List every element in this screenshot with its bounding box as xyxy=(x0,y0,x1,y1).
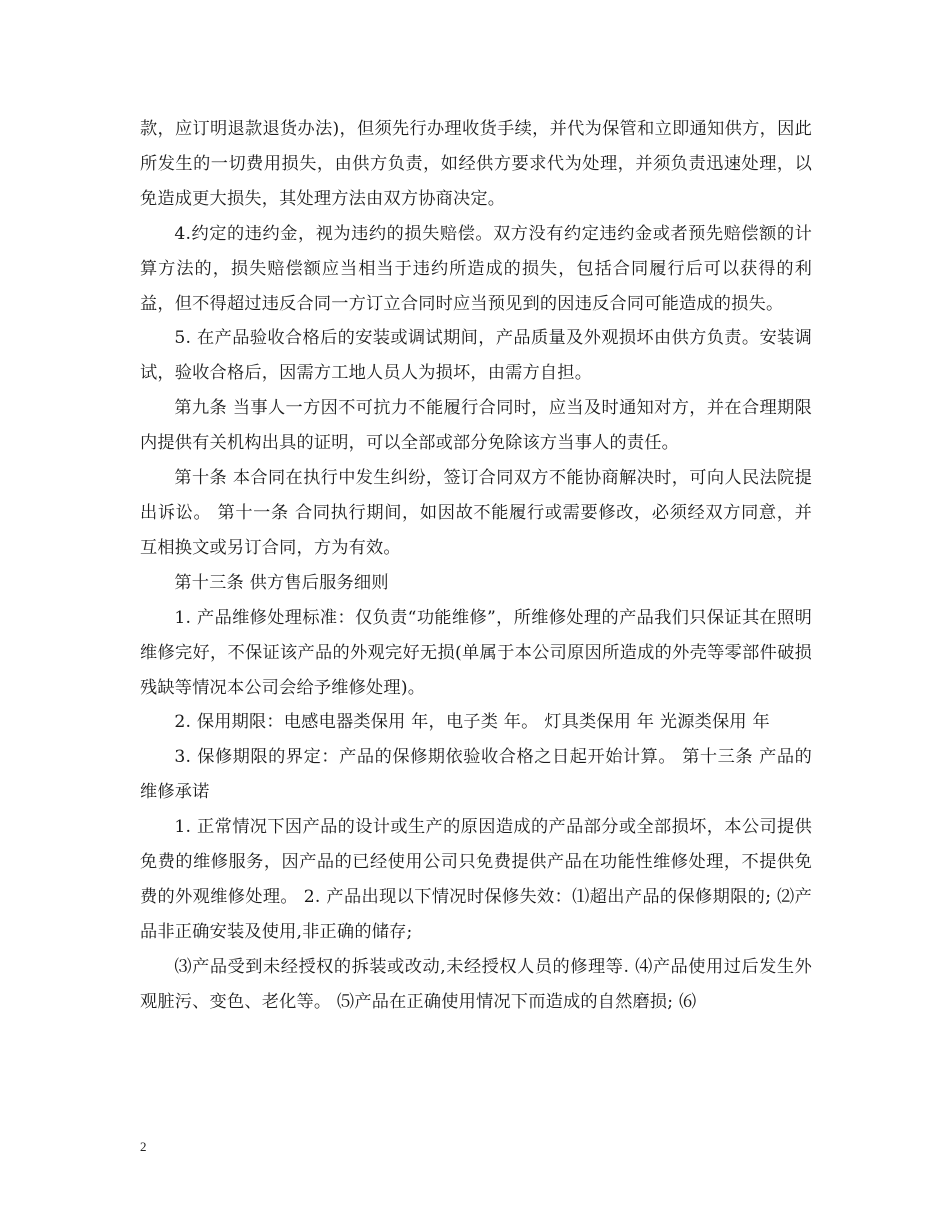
paragraph-service-2: 2. 保用期限：电感电器类保用 年，电子类 年。 灯具类保用 年 光源类保用 年 xyxy=(174,712,770,733)
paragraph-promise-2: ⑶产品受到未经授权的拆装或改动,未经授权人员的修理等. ⑷产品使用过后发生外观脏污、变色、老化等。 ⑸产品在正确使用情况下而造成的自然磨损; ⑹ xyxy=(140,956,812,1012)
paragraph-article-10: 第十条 本合同在执行中发生纠纷，签订合同双方不能协商解决时，可向人民法院提出诉讼。 第十一条 合同执行期间，如因故不能履行或需要修改，必须经双方同意，并互相换文或另订合同，方为有效。 xyxy=(140,468,812,558)
paragraph-article-13-title: 第十三条 供方售后服务细则 xyxy=(174,572,389,593)
paragraph-promise-1: 1. 正常情况下因产品的设计或生产的原因造成的产品部分或全部损坏，本公司提供免费的维修服务，因产品的已经使用公司只免费提供产品在功能性维修处理，不提供免费的外观维修处理。 2. 产品出现以下情况时保修失效：⑴超出产品的保修期限的; ⑵产品非正确安装及使用,非正确的储存; xyxy=(140,817,812,942)
paragraph-continued: 款，应订明退款退货办法)，但须先行办理收货手续，并代为保管和立即通知供方，因此所发生的一切费用损失，由供方负责，如经供方要求代为处理，并须负责迅速处理，以免造成更大损失，其处理方法由双方协商决定。 xyxy=(140,119,812,209)
paragraph-clause-4: 4.约定的违约金，视为违约的损失赔偿。双方没有约定违约金或者预先赔偿额的计算方法的，损失赔偿额应当相当于违约所造成的损失，包括合同履行后可以获得的利益，但不得超过违反合同一方订立合同时应当预见到的因违反合同可能造成的损失。 xyxy=(140,223,812,314)
paragraph-service-3: 3. 保修期限的界定：产品的保修期依验收合格之日起开始计算。 第十三条 产品的维修承诺 xyxy=(140,747,812,803)
paragraph-article-9: 第九条 当事人一方因不可抗力不能履行合同时，应当及时通知对方，并在合理期限内提供有关机构出具的证明，可以全部或部分免除该方当事人的责任。 xyxy=(140,398,812,454)
paragraph-service-1: 1. 产品维修处理标准：仅负责“功能维修”，所维修处理的产品我们只保证其在照明维修完好，不保证该产品的外观完好无损(单属于本公司原因所造成的外壳等零部件破损残缺等情况本公司会给予维修处理)。 xyxy=(140,607,812,698)
document-page xyxy=(140,112,812,1020)
page-number: 2 xyxy=(140,1139,147,1154)
paragraph-clause-5: 5. 在产品验收合格后的安装或调试期间，产品质量及外观损坏由供方负责。安装调试，验收合格后，因需方工地人员人为损坏，由需方自担。 xyxy=(140,328,812,384)
